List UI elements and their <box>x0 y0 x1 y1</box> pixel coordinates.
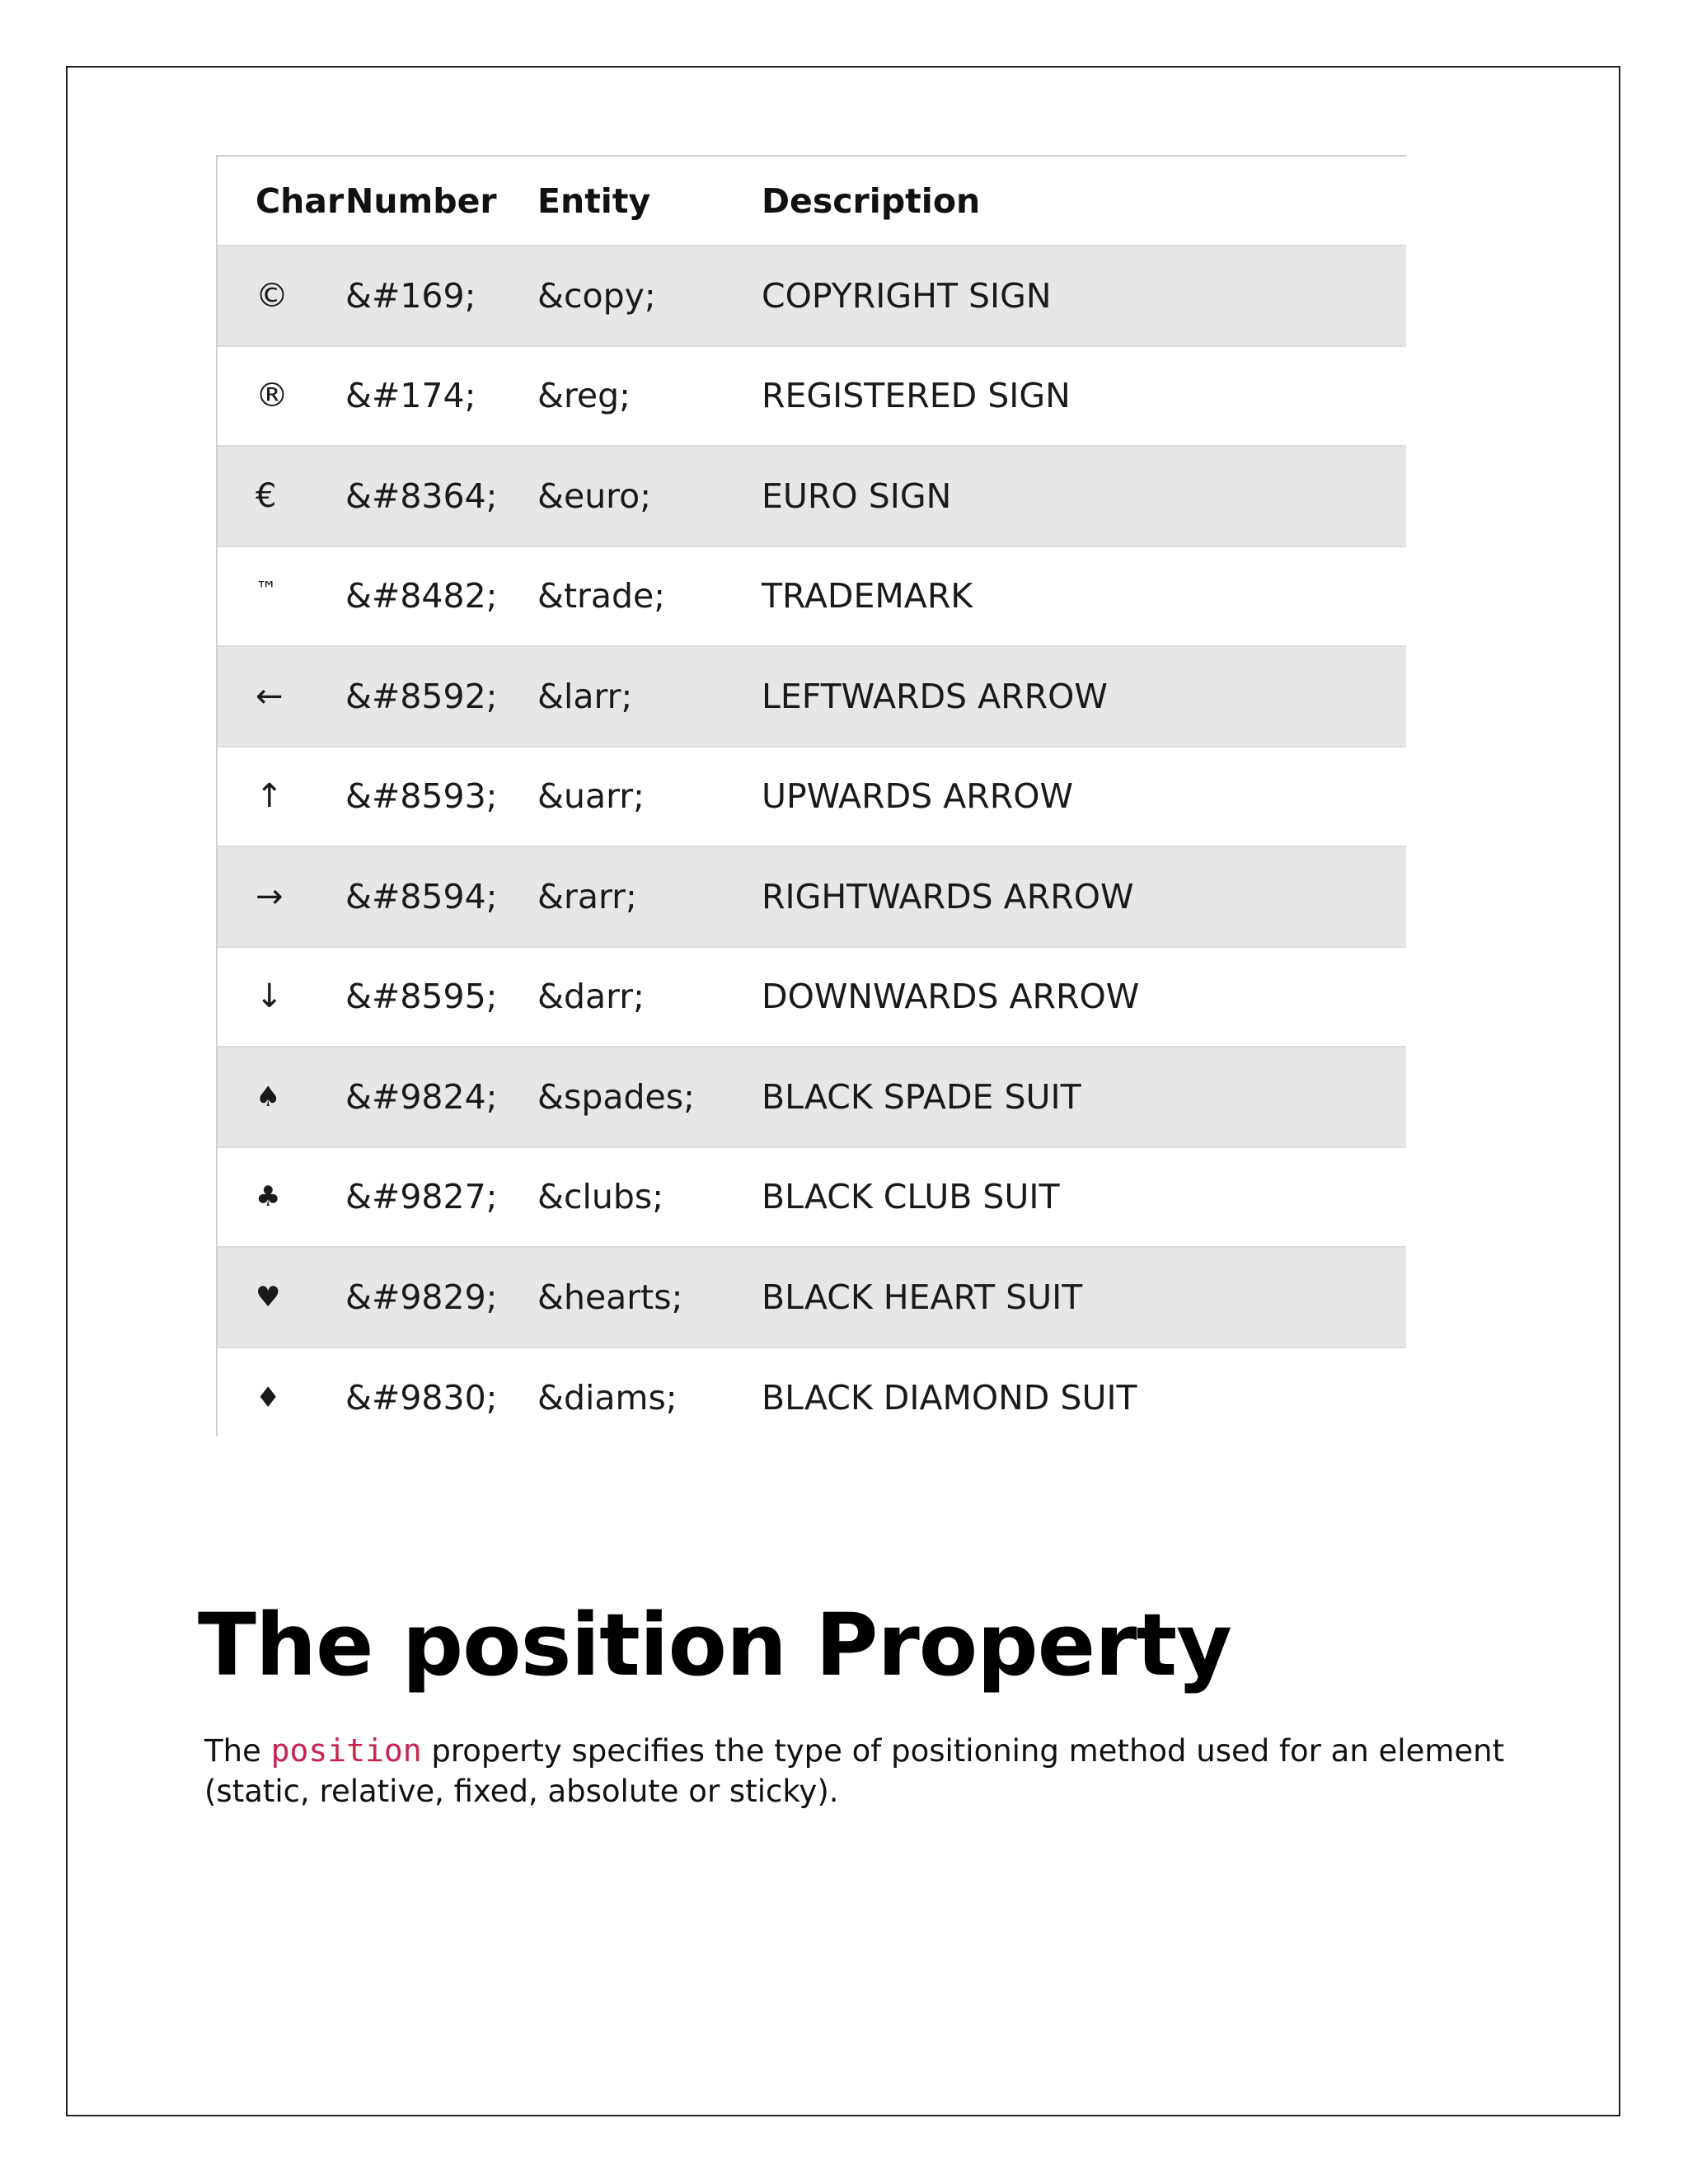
entities-table <box>218 157 1406 1447</box>
paragraph-text-end: property specifies the type of positioning method used for an element (static, relative, fixed, absolute or sticky). <box>204 1733 1505 1809</box>
number-cell: &#174; <box>345 346 537 447</box>
description-cell: TRADEMARK <box>762 546 1406 647</box>
table-row <box>218 246 1406 346</box>
entity-cell: &darr; <box>537 947 762 1047</box>
number-cell: &#8594; <box>345 846 537 947</box>
html-entities-table-image <box>216 155 1406 1436</box>
number-cell: &#8595; <box>345 947 537 1047</box>
description-cell: RIGHTWARDS ARROW <box>762 846 1406 947</box>
description-cell: EURO SIGN <box>762 446 1406 546</box>
description-cell: UPWARDS ARROW <box>762 747 1406 847</box>
entity-cell: &hearts; <box>537 1247 762 1347</box>
entity-cell: &trade; <box>537 546 762 647</box>
number-cell: &#9827; <box>345 1147 537 1248</box>
table-row <box>218 1247 1406 1347</box>
char-cell: → <box>218 846 345 947</box>
description-cell: BLACK CLUB SUIT <box>762 1147 1406 1248</box>
number-cell: &#9830; <box>345 1347 537 1448</box>
char-cell: ® <box>218 346 345 447</box>
header-number: Number <box>345 180 497 221</box>
header-description: Description <box>762 180 981 221</box>
char-cell: © <box>218 246 345 346</box>
paragraph-text-start: The <box>204 1733 271 1769</box>
inline-code-position: position <box>270 1732 422 1769</box>
entity-cell: &rarr; <box>537 846 762 947</box>
header-entity: Entity <box>537 180 651 221</box>
section-heading: The position Property <box>198 1595 1231 1695</box>
number-cell: &#169; <box>345 246 537 346</box>
entity-cell: &clubs; <box>537 1147 762 1248</box>
char-cell: ← <box>218 646 345 747</box>
number-cell: &#9829; <box>345 1247 537 1347</box>
char-cell: ♠ <box>218 1047 345 1147</box>
number-cell: &#9824; <box>345 1047 537 1147</box>
entity-cell: &spades; <box>537 1047 762 1147</box>
table-row <box>218 1047 1406 1147</box>
description-cell: BLACK HEART SUIT <box>762 1247 1406 1347</box>
table-row <box>218 747 1406 847</box>
entity-cell: &euro; <box>537 446 762 546</box>
char-cell: ♥ <box>218 1247 345 1347</box>
entity-cell: &copy; <box>537 246 762 346</box>
description-cell: BLACK DIAMOND SUIT <box>762 1347 1406 1448</box>
table-row <box>218 646 1406 747</box>
char-cell: ↓ <box>218 947 345 1047</box>
table-header-row <box>218 157 1406 246</box>
table-row <box>218 546 1406 647</box>
number-cell: &#8482; <box>345 546 537 647</box>
number-cell: &#8592; <box>345 646 537 747</box>
description-cell: DOWNWARDS ARROW <box>762 947 1406 1047</box>
section-paragraph <box>204 1731 1523 1811</box>
table-row <box>218 446 1406 546</box>
number-cell: &#8593; <box>345 747 537 847</box>
table-row <box>218 346 1406 447</box>
entity-cell: &larr; <box>537 646 762 747</box>
description-cell: REGISTERED SIGN <box>762 346 1406 447</box>
table-row <box>218 846 1406 947</box>
entity-cell: &uarr; <box>537 747 762 847</box>
description-cell: BLACK SPADE SUIT <box>762 1047 1406 1147</box>
char-cell: ™ <box>218 546 345 647</box>
char-cell: ↑ <box>218 747 345 847</box>
description-cell: COPYRIGHT SIGN <box>762 246 1406 346</box>
entity-cell: &diams; <box>537 1347 762 1448</box>
header-char: Char <box>256 180 345 221</box>
description-cell: LEFTWARDS ARROW <box>762 646 1406 747</box>
table-row <box>218 1147 1406 1248</box>
table-row <box>218 947 1406 1047</box>
table-row <box>218 1347 1406 1448</box>
char-cell: ♦ <box>218 1347 345 1448</box>
number-cell: &#8364; <box>345 446 537 546</box>
char-cell: € <box>218 446 345 546</box>
char-cell: ♣ <box>218 1147 345 1248</box>
entity-cell: &reg; <box>537 346 762 447</box>
